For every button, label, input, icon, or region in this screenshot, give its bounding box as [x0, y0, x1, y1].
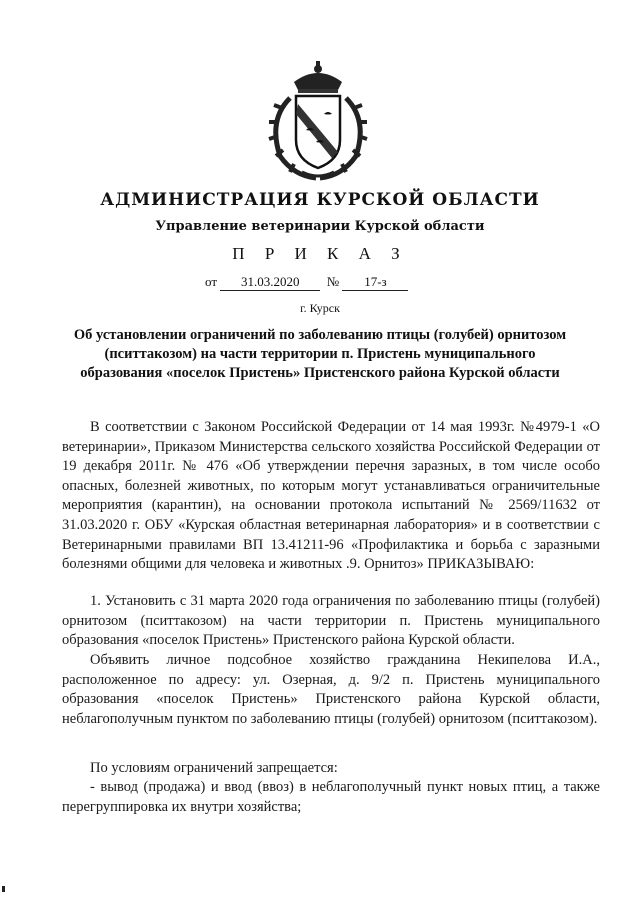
date-number-line	[205, 274, 408, 291]
body-paragraph-1-text: В соответствии с Законом Российской Федерации от 14 мая 1993г. №4979-1 «О ветеринарии», Приказом Министерства сельского хозяйства Российской Федерации от 19 декабря 2011г. № 476 «Об утверждении перечня заразных, в том числе особо опасных, болезней животных, по которым могут устанавливаться ограничительные мероприятия (карантин), на основании протокола испытаний № 2569/11632 от 31.03.2020 г. ОБУ «Курская областная ветеринарная лаборатория» и в соответствии с Ветеринарными правилами ВП 13.41211-96 «Профилактика и борьба с заразными болезнями общими для человека и животных .9. Орнитоз» ПРИКАЗЫВАЮ:	[62, 419, 600, 573]
department-name: Управление ветеринарии Курской области	[155, 219, 485, 234]
body-paragraph-4	[62, 759, 600, 779]
order-date: 31.03.2020	[220, 274, 320, 291]
order-number: 17-з	[342, 274, 408, 291]
body-paragraph-1	[62, 418, 600, 575]
organization-title: АДМИНИСТРАЦИЯ КУРСКОЙ ОБЛАСТИ	[100, 190, 540, 210]
body-paragraph-2	[62, 592, 600, 651]
order-subject: Об установлении ограничений по заболеванию птицы (голубей) орнитозом (пситтакозом) на части территории п. Пристень муниципального образования «поселок Пристень» Пристенского района Курской области	[73, 327, 567, 381]
city: г. Курск	[300, 301, 340, 315]
document-type: П Р И К А З	[232, 244, 408, 263]
body-paragraph-4-text: По условиям ограничений запрещается:	[90, 760, 338, 776]
scan-edge-mark	[2, 886, 5, 892]
number-prefix: №	[326, 274, 340, 289]
kursk-coat-of-arms-icon	[258, 60, 378, 182]
body-paragraph-5	[62, 778, 600, 817]
date-prefix: от	[205, 274, 218, 289]
body-paragraph-3-text: Объявить личное подсобное хозяйство гражданина Некипелова И.А., расположенное по адресу: ул. Озерная, д. 9/2 п. Пристень муниципального образования «поселок Пристень» Пристенского района Курской области, неблагополучным пунктом по заболеванию птицы (голубей) орнитозом (пситтакозом).	[62, 652, 600, 727]
body-paragraph-2-text: 1. Установить с 31 марта 2020 года ограничения по заболеванию птицы (голубей) орнитозом (пситтакозом) на части территории п. Пристень муниципального образования «поселок Пристень» Пристенского района Курской области.	[62, 593, 600, 649]
body-paragraph-3	[62, 651, 600, 729]
body-paragraph-5-text: - вывод (продажа) и ввод (ввоз) в неблагополучный пункт новых птиц, а также перегруппировка их внутри хозяйства;	[62, 779, 600, 815]
